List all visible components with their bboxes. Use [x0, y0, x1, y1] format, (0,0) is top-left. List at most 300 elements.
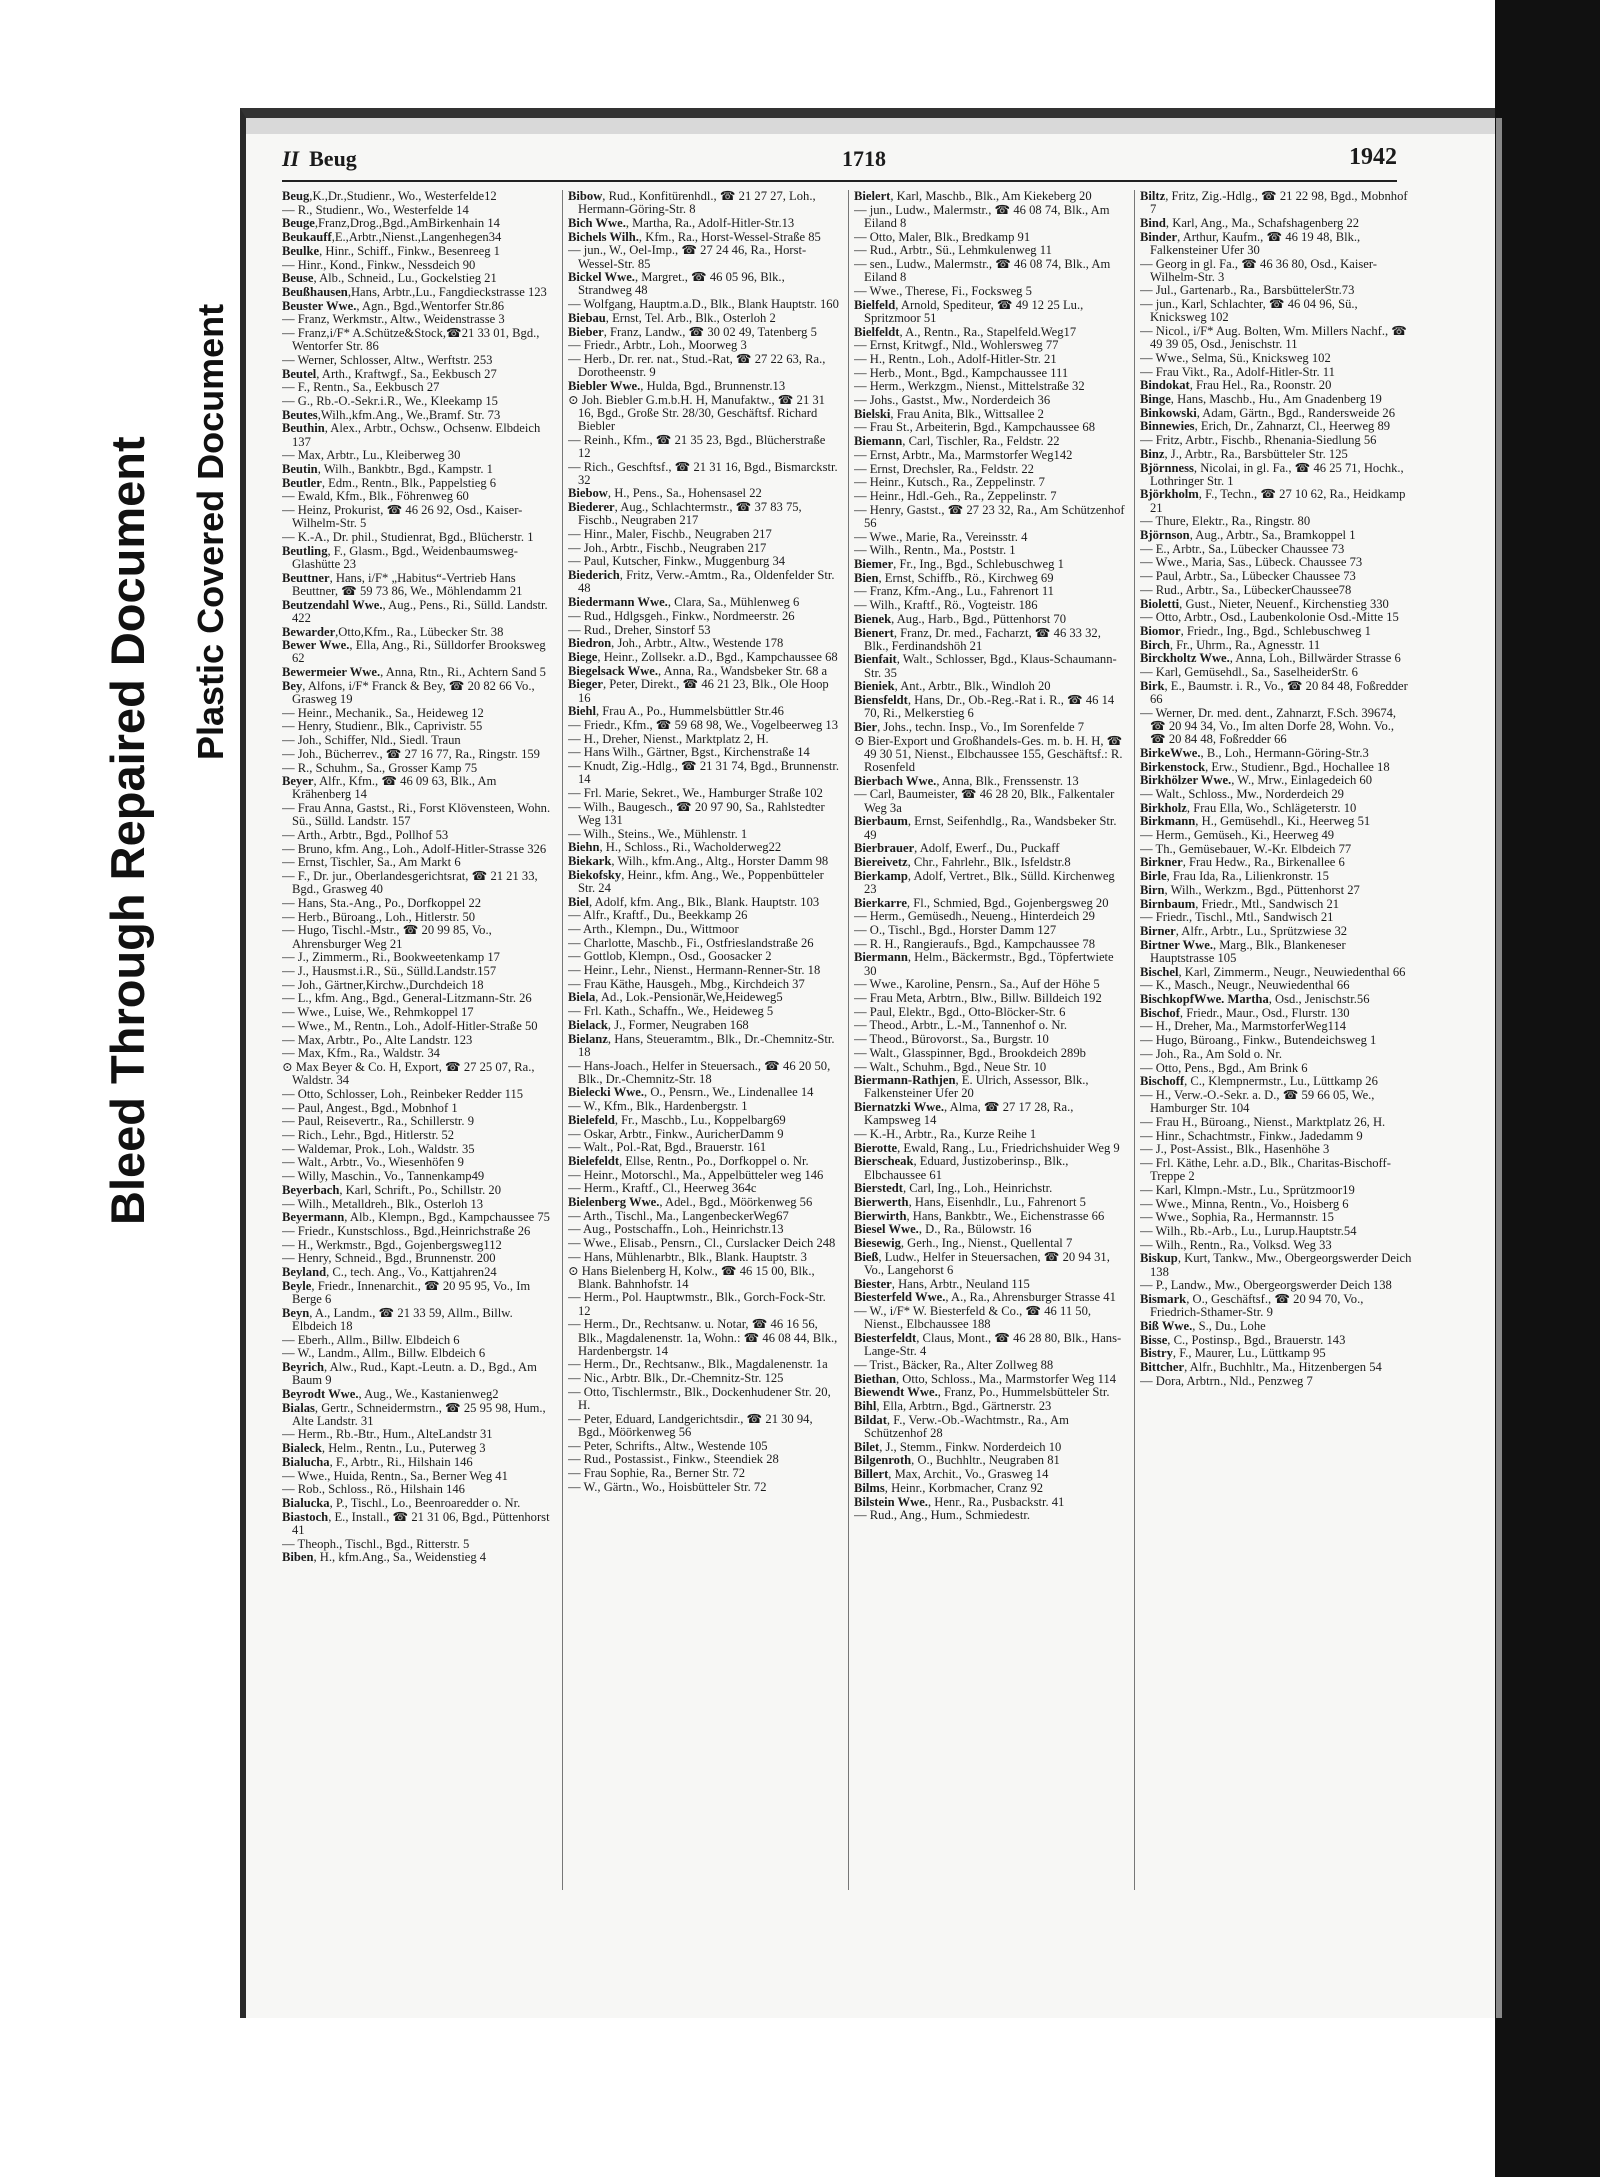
directory-entry: — Hans, Sta.-Ang., Po., Dorfkoppel 22	[282, 896, 482, 911]
directory-entry: — Herm., Pol. Hauptwmstr., Blk., Gorch-Fock-Str. 12	[568, 1290, 826, 1318]
directory-entry: — Dora, Arbtrn., Nld., Penzweg 7	[1140, 1373, 1313, 1388]
directory-entry: — H., Dreher, Ma., MarmstorferWeg114	[1140, 1019, 1347, 1034]
directory-entry: — Charlotte, Maschb., Fi., Ostfrieslandstraße 26	[568, 935, 814, 950]
directory-entry: — Wwe., Selma, Sü., Knicksweg 102	[1140, 350, 1331, 365]
directory-entry: Bischoff, C., Klempnermstr., Lu., Lüttkamp 26	[1140, 1074, 1378, 1089]
directory-entry: — Hans-Joach., Helfer in Steuersach., ☎ 46 20 50, Blk., Dr.-Chemnitz-Str. 18	[568, 1058, 831, 1086]
bleed-through-label: Bleed Through Repaired Document	[101, 436, 154, 1225]
directory-entry: — Walt., Schuhm., Bgd., Neue Str. 10	[854, 1059, 1047, 1074]
directory-columns	[282, 190, 1412, 1890]
directory-entry: Binnewies, Erich, Dr., Zahnarzt, Cl., Heerweg 89	[1140, 419, 1391, 434]
directory-entry: — Herm., Gemüsedh., Neueng., Hinterdeich 29	[854, 909, 1095, 924]
directory-entry: Beutler, Edm., Rentn., Blk., Pappelstieg 6	[282, 475, 497, 490]
directory-entry: — Gottlob, Klempn., Osd., Goosacker 2	[568, 949, 772, 964]
directory-entry: Bienfait, Walt., Schlosser, Bgd., Klaus-Schaumann-Str. 35	[854, 652, 1117, 680]
top-border	[0, 0, 1600, 48]
directory-entry: — Herb., Büroang., Loh., Hitlerstr. 50	[282, 909, 476, 924]
directory-entry: — Rich., Geschftsf., ☎ 21 31 16, Bgd., Bismarckstr. 32	[568, 459, 838, 487]
directory-entry: — Joh., Schiffer, Nld., Siedl. Traun	[282, 733, 461, 748]
directory-entry: Beyn, A., Landm., ☎ 21 33 59, Allm., Billw. Elbdeich 18	[282, 1305, 513, 1333]
directory-entry: — F., Rentn., Sa., Eekbusch 27	[282, 380, 440, 395]
directory-entry: Bistry, F., Maurer, Lu., Lüttkamp 95	[1140, 1346, 1326, 1361]
directory-entry: — jun., W., Oel-Imp., ☎ 27 24 46, Ra., Horst-Wessel-Str. 85	[568, 243, 807, 271]
directory-entry: Biedron, Joh., Arbtr., Altw., Westende 178	[568, 636, 784, 651]
directory-entry: — Friedr., Tischl., Mtl., Sandwisch 21	[1140, 910, 1334, 925]
directory-entry: Beulke, Hinr., Schiff., Finkw., Besenreeg 1	[282, 243, 500, 258]
directory-entry: — W., i/F* W. Biesterfeld & Co., ☎ 46 11 50, Nienst., Elbchaussee 188	[854, 1304, 1092, 1332]
directory-entry: Bielack, J., Former, Neugraben 168	[568, 1017, 749, 1032]
directory-entry: Billert, Max, Archit., Vo., Grasweg 14	[854, 1467, 1049, 1482]
directory-entry: Bienert, Franz, Dr. med., Facharzt, ☎ 46 33 32, Blk., Ferdinandshöh 21	[854, 625, 1101, 653]
directory-entry: Biemer, Fr., Ing., Bgd., Schlebuschweg 1	[854, 556, 1064, 571]
directory-entry: Björnson, Aug., Arbtr., Sa., Bramkoppel 1	[1140, 528, 1356, 543]
directory-entry: — Wwe., Marie, Ra., Vereinsstr. 4	[854, 529, 1028, 544]
directory-entry: — Frau Meta, Arbtrn., Blw., Billw. Billdeich 192	[854, 990, 1102, 1005]
directory-entry: — Herm., Dr., Rechtsanw., Blk., Magdalenenstr. 1a	[568, 1357, 828, 1372]
plastic-covered-label: Plastic Covered Document	[190, 303, 231, 760]
directory-entry: Bischof, Friedr., Maur., Osd., Flurstr. 130	[1140, 1005, 1350, 1020]
directory-entry: — Wwe., M., Rentn., Loh., Adolf-Hitler-Straße 50	[282, 1018, 538, 1033]
directory-entry: — Rud., Arbtr., Sa., LübeckerChaussee78	[1140, 582, 1352, 597]
directory-entry: Bierstedt, Carl, Ing., Loh., Heinrichstr.	[854, 1181, 1053, 1196]
directory-entry: — O., Tischl., Bgd., Horster Damm 127	[854, 922, 1057, 937]
directory-entry: — Herm., Dr., Rechtsanw. u. Notar, ☎ 46 16 56, Blk., Magdalenenstr. 1a, Wohn.: ☎ 46 08 44, Blk., Hardenbergstr. 14	[568, 1317, 838, 1358]
volume-number: II	[282, 146, 300, 171]
directory-entry: Biomor, Friedr., Ing., Bgd., Schlebuschweg 1	[1140, 624, 1371, 638]
directory-entry: — K., Masch., Neugr., Neuwiedenthal 66	[1140, 978, 1350, 993]
page-header	[282, 140, 1397, 182]
directory-entry: — Rud., Arbtr., Sü., Lehmkulenweg 11	[854, 243, 1052, 258]
directory-entry: Beutel, Arth., Kraftwgf., Sa., Eekbusch 27	[282, 366, 497, 381]
directory-entry: Bielfeld, Arnold, Spediteur, ☎ 49 12 25 Lu., Spritzmoor 51	[854, 297, 1084, 325]
directory-entry: Bierwirth, Hans, Bankbtr., We., Eichenstrasse 66	[854, 1208, 1105, 1223]
directory-entry: Bienek, Aug., Harb., Bgd., Püttenhorst 70	[854, 611, 1067, 626]
directory-entry: Bialucha, F., Arbtr., Ri., Hilshain 146	[282, 1454, 473, 1469]
directory-entry: — Hugo, Tischl.-Mstr., ☎ 20 99 85, Vo., Ahrensburger Weg 21	[282, 923, 492, 951]
directory-entry: Bialeck, Helm., Rentn., Lu., Puterweg 3	[282, 1441, 486, 1456]
header-guide-word: Beug	[309, 146, 357, 171]
directory-entry: — Frl. Kath., Schaffn., We., Heideweg 5	[568, 1004, 774, 1019]
directory-entry: Beuttner, Hans, i/F* „Habitus“-Vertrieb Hans Beuttner, ☎ 59 73 86, We., Möhlendamm 21	[282, 570, 523, 598]
directory-entry: — Aug., Postschaffn., Loh., Heinrichstr.13	[568, 1222, 784, 1237]
directory-entry: Bierkarre, Fl., Schmied, Bgd., Gojenbergsweg 20	[854, 895, 1109, 910]
directory-entry: Biebler Wwe., Hulda, Bgd., Brunnenstr.13	[568, 378, 786, 393]
directory-entry: Bieß, Ludw., Helfer in Steuersachen, ☎ 20 94 31, Vo., Langehorst 6	[854, 1249, 1110, 1278]
directory-entry: Binz, J., Arbtr., Ra., Barsbütteler Str. 125	[1140, 446, 1348, 461]
directory-entry: Biedermann Wwe., Clara, Sa., Mühlenweg 6	[568, 595, 800, 610]
directory-entry: Bilet, J., Stemm., Finkw. Norderdeich 10	[854, 1439, 1062, 1454]
directory-entry: — Hans, Mühlenarbtr., Blk., Blank. Hauptstr. 3	[568, 1249, 807, 1264]
directory-entry: — H., Verw.-O.-Sekr. a. D., ☎ 59 66 05, We., Hamburger Str. 104	[1140, 1087, 1375, 1116]
directory-entry: — Frl. Marie, Sekret., We., Hamburger Straße 102	[568, 785, 823, 800]
directory-entry: — Rich., Lehr., Bgd., Hitlerstr. 52	[282, 1128, 455, 1143]
directory-entry: Bewermeier Wwe., Anna, Rtn., Ri., Achtern Sand 5	[282, 665, 546, 680]
directory-entry: Beyle, Friedr., Innenarchit., ☎ 20 95 95, Vo., Im Berge 6	[282, 1278, 531, 1306]
directory-entry: Biltz, Fritz, Zig.-Hdlg., ☎ 21 22 98, Bgd., Mobnhof 7	[1140, 190, 1408, 217]
directory-entry: — R., Studienr., Wo., Westerfelde 14	[282, 202, 469, 217]
directory-entry: — Frau H., Büroang., Nienst., Marktplatz 26, H.	[1140, 1114, 1386, 1129]
directory-entry: Beutin, Wilh., Bankbtr., Bgd., Kampstr. 1	[282, 462, 493, 477]
directory-entry: Bewarder,Otto,Kfm., Ra., Lübecker Str. 38	[282, 624, 504, 639]
directory-entry: Biesterfeldt, Claus, Mont., ☎ 46 28 80, Blk., Hans-Lange-Str. 4	[854, 1331, 1122, 1359]
directory-entry: — Bruno, kfm. Ang., Loh., Adolf-Hitler-Strasse 326	[282, 841, 547, 856]
directory-entry: — Otto, Arbtr., Osd., Laubenkolonie Osd.-Mitte 15	[1140, 610, 1399, 625]
directory-entry: Beyer, Alfr., Kfm., ☎ 46 09 63, Blk., Am Krähenberg 14	[282, 774, 497, 802]
directory-entry: Birk, E., Baumstr. i. R., Vo., ☎ 20 84 48, Foßredder 66	[1140, 678, 1408, 707]
directory-entry: Beuge,Franz,Drog.,Bgd.,AmBirkenhain 14	[282, 216, 500, 231]
directory-entry: — Max, Arbtr., Po., Alte Landstr. 123	[282, 1032, 473, 1047]
directory-entry: — Wilh., Rentn., Ra., Volksd. Weg 33	[1140, 1237, 1332, 1252]
directory-entry: Birkmann, H., Gemüsehdl., Ki., Heerweg 51	[1140, 814, 1371, 829]
directory-entry: — Herm., Rb.-Btr., Hum., AlteLandstr 31	[282, 1427, 493, 1442]
directory-entry: Bien, Ernst, Schiffb., Rö., Kirchweg 69	[854, 570, 1054, 585]
directory-entry: — Friedr., Kunstschloss., Bgd.,Heinrichstraße 26	[282, 1223, 531, 1238]
directory-entry: Birle, Frau Ida, Ra., Lilienkronstr. 15	[1140, 869, 1329, 884]
directory-entry: Bilms, Heinr., Korbmacher, Cranz 92	[854, 1480, 1044, 1495]
directory-entry: Bich Wwe., Martha, Ra., Adolf-Hitler-Str.13	[568, 215, 795, 230]
directory-column-1	[282, 190, 554, 1890]
directory-entry: — Paul, Arbtr., Sa., Lübecker Chaussee 73	[1140, 569, 1356, 584]
directory-entry: BirkeWwe., B., Loh., Hermann-Göring-Str.3	[1140, 745, 1369, 760]
directory-entry: — Fritz, Arbtr., Fischb., Rhenania-Siedlung 56	[1140, 433, 1377, 448]
directory-entry: — Max, Kfm., Ra., Waldstr. 34	[282, 1046, 440, 1061]
directory-entry: — Joh., Ra., Am Sold o. Nr.	[1140, 1046, 1283, 1061]
directory-entry: Beyrodt Wwe., Aug., We., Kastanienweg2	[282, 1386, 499, 1401]
directory-entry: — Thure, Elektr., Ra., Ringstr. 80	[1140, 514, 1311, 529]
directory-entry: Beyland, C., tech. Ang., Vo., Kattjahren24	[282, 1265, 497, 1280]
column-divider	[1134, 190, 1135, 1890]
directory-entry: — Peter, Eduard, Landgerichtsdir., ☎ 21 30 94, Bgd., Möörkenweg 56	[568, 1411, 813, 1439]
directory-entry: — Wolfgang, Hauptm.a.D., Blk., Blank Hauptstr. 160	[568, 297, 839, 312]
directory-entry: — J., Post-Assist., Blk., Hasenhöhe 3	[1140, 1142, 1330, 1157]
directory-entry: — Jul., Gartenarb., Ra., BarsbüttelerStr.73	[1140, 283, 1355, 298]
directory-entry: Biesel Wwe., D., Ra., Bülowstr. 16	[854, 1222, 1032, 1237]
directory-entry: — Hans Wilh., Gärtner, Bgst., Kirchenstraße 14	[568, 745, 810, 760]
directory-entry: — Joh., Gärtner,Kirchw.,Durchdeich 18	[282, 977, 484, 992]
directory-entry: Biel, Adolf, kfm. Ang., Blk., Blank. Hauptstr. 103	[568, 894, 820, 909]
directory-entry: Bisse, C., Postinsp., Bgd., Brauerstr. 143	[1140, 1332, 1346, 1347]
directory-entry: — sen., Ludw., Malermstr., ☎ 46 08 74, Blk., Am Eiland 8	[854, 257, 1111, 285]
directory-entry: — Theod., Bürovorst., Sa., Burgstr. 10	[854, 1032, 1049, 1047]
directory-entry: — Frau Anna, Gastst., Ri., Forst Klövensteen, Wohn. Sü., Sülld. Landstr. 157	[282, 801, 551, 829]
directory-entry: — Oskar, Arbtr., Finkw., AuricherDamm 9	[568, 1126, 784, 1141]
directory-entry: Beutzendahl Wwe., Aug., Pens., Ri., Sülld. Landstr. 422	[282, 597, 548, 625]
directory-entry: — Theod., Arbtr., L.-M., Tannenhof o. Nr.	[854, 1018, 1068, 1033]
directory-entry: Beuse, Alb., Schneid., Lu., Gockelstieg 21	[282, 271, 497, 286]
directory-entry: Biskup, Kurt, Tankw., Mw., Obergeorgswerder Deich 138	[1140, 1251, 1412, 1279]
directory-entry: Bittcher, Alfr., Buchhltr., Ma., Hitzenbergen 54	[1140, 1359, 1382, 1374]
directory-entry: Beuthin, Alex., Arbtr., Ochsw., Ochsenw. Elbdeich 137	[282, 421, 541, 449]
directory-entry: Bioletti, Gust., Nieter, Neuenf., Kirchenstieg 330	[1140, 596, 1389, 611]
directory-entry: Birkholz, Frau Ella, Wo., Schlägeterstr. 10	[1140, 800, 1357, 815]
directory-entry: — Wilh., Rb.-Arb., Lu., Lurup.Hauptstr.54	[1140, 1223, 1357, 1238]
directory-entry: — Rud., Dreher, Sinstorf 53	[568, 622, 711, 637]
directory-entry: Biemann, Carl, Tischler, Ra., Feldstr. 22	[854, 434, 1060, 449]
directory-column-4	[1140, 190, 1412, 1890]
directory-entry: — Wwe., Karoline, Pensrn., Sa., Auf der Höhe 5	[854, 977, 1100, 992]
directory-entry: — Wilh., Rentn., Ma., Poststr. 1	[854, 543, 1016, 558]
directory-entry: Bielefeld, Fr., Maschb., Lu., Koppelbarg69	[568, 1112, 786, 1127]
directory-entry: — Johs., Gastst., Mw., Norderdeich 36	[854, 393, 1051, 408]
directory-entry: Birch, Fr., Uhrm., Ra., Agnesstr. 11	[1140, 637, 1321, 652]
directory-entry: Bielski, Frau Anita, Blk., Wittsallee 2	[854, 406, 1044, 421]
directory-entry: — Wilh., Baugesch., ☎ 20 97 90, Sa., Rahlstedter Weg 131	[568, 799, 825, 827]
directory-entry: Biewendt Wwe., Franz, Po., Hummelsbütteler Str.	[854, 1385, 1110, 1400]
directory-entry: — Otto, Schlosser, Loh., Reinbeker Redder 115	[282, 1086, 524, 1101]
directory-entry: — Ernst, Kritwgf., Nld., Wohlersweg 77	[854, 338, 1059, 353]
directory-entry: Bischel, Karl, Zimmerm., Neugr., Neuwiedenthal 66	[1140, 964, 1406, 979]
directory-entry: — Arth., Tischl., Ma., LangenbeckerWeg67	[568, 1208, 789, 1223]
directory-entry: — Th., Gemüsebauer, W.-Kr. Elbdeich 77	[1140, 841, 1352, 856]
page-number: 1718	[842, 146, 886, 171]
directory-entry: — Herm., Kraftf., Cl., Heerweg 364c	[568, 1181, 757, 1196]
directory-entry: Bind, Karl, Ang., Ma., Schafshagenberg 22	[1140, 215, 1360, 230]
directory-entry: — Georg in gl. Fa., ☎ 46 36 80, Osd., Kaiser-Wilhelm-Str. 3	[1140, 256, 1377, 284]
directory-entry: Bihl, Ella, Arbtrn., Bgd., Gärtnerstr. 23	[854, 1399, 1052, 1414]
directory-entry: Birn, Wilh., Werkzm., Bgd., Püttenhorst 27	[1140, 882, 1360, 897]
directory-entry: Biege, Heinr., Zollsekr. a.D., Bgd., Kampchaussee 68	[568, 649, 838, 664]
directory-entry: Biben, H., kfm.Ang., Sa., Weidenstieg 4	[282, 1550, 487, 1565]
directory-entry: — R. H., Rangieraufs., Bgd., Kampchaussee 78	[854, 936, 1095, 951]
directory-entry: — Trist., Bäcker, Ra., Alter Zollweg 88	[854, 1357, 1054, 1372]
directory-entry: Bismark, O., Geschäftsf., ☎ 20 94 70, Vo., Friedrich-Sthamer-Str. 9	[1140, 1291, 1364, 1320]
directory-entry: Birkhölzer Wwe., W., Mrw., Einlagedeich 60	[1140, 773, 1373, 788]
directory-entry: — H., Werkmstr., Bgd., Gojenbergsweg112	[282, 1237, 502, 1252]
directory-entry: Binkowski, Adam, Gärtn., Bgd., Randersweide 26	[1140, 405, 1396, 420]
directory-entry: — Heinr., Kutsch., Ra., Zeppelinstr. 7	[854, 475, 1045, 490]
directory-entry: Bewer Wwe., Ella, Ang., Ri., Sülldorfer Brooksweg 62	[282, 638, 546, 666]
directory-entry: — Waldemar, Prok., Loh., Waldstr. 35	[282, 1141, 475, 1156]
directory-entry: — Rud., Hdlgsgeh., Finkw., Nordmeerstr. 26	[568, 608, 795, 623]
directory-entry: Biehn, H., Schloss., Ri., Wacholderweg22	[568, 840, 782, 855]
directory-entry: — Rud., Ang., Hum., Schmiedestr.	[854, 1508, 1030, 1523]
directory-entry: Beyrich, Alw., Rud., Kapt.-Leutn. a. D., Bgd., Am Baum 9	[282, 1359, 537, 1388]
directory-entry: Bier, Johs., techn. Insp., Vo., Im Sorenfelde 7	[854, 719, 1085, 734]
directory-entry: — Rob., Schloss., Rö., Hilshain 146	[282, 1482, 465, 1497]
directory-entry: — Arth., Arbtr., Bgd., Pollhof 53	[282, 828, 449, 843]
directory-entry: — Arth., Klempn., Du., Wittmoor	[568, 921, 739, 936]
directory-entry: Bierotte, Ewald, Rang., Lu., Friedrichshuider Weg 9	[854, 1140, 1120, 1155]
directory-entry: — Paul, Kutscher, Finkw., Muggenburg 34	[568, 554, 786, 569]
directory-entry: — Paul, Angest., Bgd., Mobnhof 1	[282, 1100, 458, 1115]
directory-entry: ⊙ Bier-Export und Großhandels-Ges. m. b. H. H, ☎ 49 30 51, Nienst., Elbchaussee 155, Geschäftsf.: R. Rosenfeld	[854, 733, 1123, 775]
directory-entry: — Wilh., Kraftf., Rö., Vogteistr. 186	[854, 598, 1038, 613]
directory-entry: Birckholtz Wwe., Anna, Loh., Billwärder Strasse 6	[1140, 651, 1401, 666]
directory-column-3	[854, 190, 1126, 1890]
directory-entry: Bielecki Wwe., O., Pensrn., We., Lindenallee 14	[568, 1085, 814, 1100]
directory-entry: — K.-H., Arbtr., Ra., Kurze Reihe 1	[854, 1127, 1037, 1142]
directory-entry: Bierkamp, Adolf, Vertret., Blk., Sülld. Kirchenweg 23	[854, 868, 1115, 896]
directory-entry: — Theoph., Tischl., Bgd., Ritterstr. 5	[282, 1536, 470, 1551]
directory-entry: Bindokat, Frau Hel., Ra., Roonstr. 20	[1140, 378, 1332, 393]
directory-entry: — Walt., Arbtr., Vo., Wiesenhöfen 9	[282, 1155, 464, 1170]
directory-entry: — Frl. Käthe, Lehr. a.D., Blk., Charitas-Bischoff-Treppe 2	[1140, 1155, 1391, 1184]
directory-entry: Biethan, Otto, Schloss., Ma., Marmstorfer Weg 114	[854, 1371, 1117, 1386]
directory-entry: Bialas, Gertr., Schneidermstrn., ☎ 25 95 98, Hum., Alte Landstr. 31	[282, 1400, 546, 1428]
directory-entry: Biensfeldt, Hans, Dr., Ob.-Reg.-Rat i. R., ☎ 46 14 70, Ri., Melkerstieg 6	[854, 693, 1115, 721]
directory-entry: — Werner, Dr. med. dent., Zahnarzt, F.Sch. 39674, ☎ 20 94 34, Vo., Im alten Dorfe 28, Wohn. Vo., ☎ 20 84 48, Foßredder 66	[1140, 705, 1397, 747]
directory-entry: — E., Arbtr., Sa., Lübecker Chaussee 73	[1140, 541, 1345, 556]
directory-entry: Biederich, Fritz, Verw.-Amtm., Ra., Oldenfelder Str. 48	[568, 568, 835, 596]
directory-entry: — R., Schuhm., Sa., Grosser Kamp 75	[282, 760, 478, 775]
directory-entry: — J., Hausmst.i.R., Sü., Sülld.Landstr.157	[282, 964, 497, 979]
directory-entry: — Karl, Klmpn.-Mstr., Lu., Sprützmoor19	[1140, 1182, 1355, 1197]
directory-entry: Bieniek, Ant., Arbtr., Blk., Windloh 20	[854, 679, 1051, 694]
directory-entry: — Herm., Werkzgm., Nienst., Mittelstraße 32	[854, 379, 1085, 394]
directory-entry: Biesewig, Gerh., Ing., Nienst., Quellental 7	[854, 1236, 1073, 1251]
directory-entry: — P., Landw., Mw., Obergeorgswerder Deich 138	[1140, 1278, 1392, 1293]
directory-entry: — Wwe., Therese, Fi., Focksweg 5	[854, 283, 1032, 298]
directory-entry: Bierbrauer, Adolf, Ewerf., Du., Puckaff	[854, 841, 1060, 856]
directory-entry: — Ernst, Drechsler, Ra., Feldstr. 22	[854, 461, 1034, 476]
directory-entry: — Franz,i/F* A.Schütze&Stock,☎21 33 01, Bgd., Wentorfer Str. 86	[282, 326, 540, 354]
directory-entry: Biela, Ad., Lok.-Pensionär,We,Heideweg5	[568, 990, 783, 1005]
directory-entry: Beußhausen,Hans, Arbtr.,Lu., Fangdieckstrasse 123	[282, 284, 547, 299]
directory-entry: — J., Zimmerm., Ri., Bookweetenkamp 17	[282, 950, 500, 965]
directory-entry: Beutling, F., Glasm., Bgd., Weidenbaumsweg-Glashütte 23	[282, 543, 518, 571]
directory-entry: — Paul, Reisevertr., Ra., Schillerstr. 9	[282, 1114, 475, 1129]
directory-entry: Bilstein Wwe., Henr., Ra., Pusbackstr. 41	[854, 1494, 1065, 1509]
directory-entry: Bieber, Franz, Landw., ☎ 30 02 49, Tatenberg 5	[568, 324, 817, 339]
directory-entry: — H., Rentn., Loh., Adolf-Hitler-Str. 21	[854, 351, 1057, 366]
directory-entry: Beukauff,E.,Arbtr.,Nienst.,Langenhegen34	[282, 230, 502, 245]
directory-entry: Bierbach Wwe., Anna, Blk., Frenssenstr. 13	[854, 773, 1079, 788]
directory-entry: Bielanz, Hans, Steueramtm., Blk., Dr.-Chemnitz-Str. 18	[568, 1031, 835, 1059]
directory-entry: — jun., Ludw., Malermstr., ☎ 46 08 74, Blk., Am Eiland 8	[854, 202, 1110, 230]
directory-entry: Biekofsky, Heinr., kfm. Ang., We., Poppenbütteler Str. 24	[568, 867, 824, 895]
directory-entry: Beyerbach, Karl, Schrift., Po., Schillstr. 20	[282, 1182, 501, 1197]
directory-entry: Bielenberg Wwe., Adel., Bgd., Möörkenweg 56	[568, 1195, 813, 1210]
directory-entry: Biehl, Frau A., Po., Hummelsbüttler Str.46	[568, 704, 784, 719]
directory-entry: — H., Dreher, Nienst., Marktplatz 2, H.	[568, 731, 769, 746]
directory-entry: — Paul, Elektr., Bgd., Otto-Blöcker-Str. 6	[854, 1004, 1066, 1019]
directory-entry: — Wwe., Huida, Rentn., Sa., Berner Weg 41	[282, 1468, 508, 1483]
directory-entry: Bielefeldt, Ellse, Rentn., Po., Dorfkoppel o. Nr.	[568, 1153, 809, 1168]
directory-entry: — Wilh., Steins., We., Mühlenstr. 1	[568, 826, 748, 841]
directory-entry: — Otto, Pens., Bgd., Am Brink 6	[1140, 1060, 1308, 1075]
directory-entry: — Frau Sophie, Ra., Berner Str. 72	[568, 1466, 745, 1481]
directory-entry: Bildat, F., Verw.-Ob.-Wachtmstr., Ra., Am Schützenhof 28	[854, 1412, 1069, 1440]
directory-entry: — Alfr., Kraftf., Du., Beekkamp 26	[568, 908, 748, 923]
directory-entry: Biegelsack Wwe., Anna, Ra., Wandsbeker Str. 68 a	[568, 663, 828, 678]
page-edge	[1496, 118, 1502, 2018]
directory-entry: — Nic., Arbtr. Blk., Dr.-Chemnitz-Str. 125	[568, 1371, 784, 1386]
directory-entry: — Hinr., Schachtmstr., Finkw., Jadedamm 9	[1140, 1128, 1363, 1143]
directory-entry: — Ernst, Arbtr., Ma., Marmstorfer Weg142	[854, 447, 1073, 462]
directory-entry: — Walt., Schloss., Mw., Norderdeich 29	[1140, 786, 1344, 801]
directory-entry: — F., Dr. jur., Oberlandesgerichtsrat, ☎ 21 21 33, Bgd., Grasweg 40	[282, 869, 538, 897]
directory-entry: — Franz, Werkmstr., Altw., Weidenstrasse 3	[282, 312, 505, 327]
directory-entry: ⊙ Max Beyer & Co. H, Export, ☎ 27 25 07, Ra., Waldstr. 34	[282, 1060, 535, 1088]
directory-entry: Beyermann, Alb., Klempn., Bgd., Kampchaussee 75	[282, 1210, 550, 1225]
directory-entry: — Ewald, Kfm., Blk., Föhrenweg 60	[282, 489, 469, 504]
directory-entry: — Henry, Studienr., Blk., Caprivistr. 55	[282, 719, 483, 734]
directory-entry: Biebow, H., Pens., Sa., Hohensasel 22	[568, 486, 762, 501]
directory-entry: — Herb., Mont., Bgd., Kampchaussee 111	[854, 365, 1069, 380]
directory-entry: — Wwe., Minna, Rentn., Vo., Hoisberg 6	[1140, 1196, 1349, 1211]
directory-entry: — Walt., Pol.-Rat, Bgd., Brauerstr. 161	[568, 1140, 767, 1155]
directory-entry: Bickel Wwe., Margret., ☎ 46 05 96, Blk., Strandweg 48	[568, 270, 785, 298]
directory-entry: ⊙ Hans Bielenberg H, Kolw., ☎ 46 15 00, Blk., Blank. Bahnhofstr. 14	[568, 1263, 815, 1291]
directory-entry: — Frau Käthe, Hausgeh., Mbg., Kirchdeich 37	[568, 976, 805, 991]
directory-entry: — Karl, Gemüsehdl., Sa., SaselheiderStr. 6	[1140, 665, 1358, 680]
directory-entry: Bielfeldt, A., Rentn., Ra., Stapelfeld.Weg17	[854, 324, 1077, 339]
directory-entry: — Max, Arbtr., Lu., Kleiberweg 30	[282, 448, 461, 463]
directory-entry: Beuster Wwe., Agn., Bgd.,Wentorfer Str.86	[282, 298, 505, 313]
directory-entry: — Hinr., Maler, Fischb., Neugraben 217	[568, 527, 772, 542]
directory-entry: — Willy, Maschin., Vo., Tannenkamp49	[282, 1169, 485, 1184]
directory-entry: Björkholm, F., Techn., ☎ 27 10 62, Ra., Heidkamp 21	[1140, 487, 1406, 515]
directory-entry: — Walt., Glasspinner, Bgd., Brookdeich 289b	[854, 1045, 1086, 1060]
directory-entry: Biekark, Wilh., kfm.Ang., Altg., Horster Damm 98	[568, 853, 829, 868]
directory-entry: — Wilh., Metalldreh., Blk., Osterloh 13	[282, 1196, 484, 1211]
directory-entry: Bialucka, P., Tischl., Lo., Beenroaredder o. Nr.	[282, 1496, 521, 1510]
directory-entry: Binder, Arthur, Kaufm., ☎ 46 19 48, Blk., Falkensteiner Ufer 30	[1140, 229, 1361, 257]
directory-entry: Birkner, Frau Hedw., Ra., Birkenallee 6	[1140, 855, 1345, 870]
directory-entry: — Peter, Schrifts., Altw., Westende 105	[568, 1438, 768, 1453]
directory-entry: — W., Kfm., Blk., Hardenbergstr. 1	[568, 1099, 748, 1114]
directory-entry: BischkopfWwe. Martha, Osd., Jenischstr.56	[1140, 991, 1370, 1006]
directory-entry: — Herm., Gemüseh., Ki., Heerweg 49	[1140, 828, 1335, 843]
directory-entry: Bierscheak, Eduard, Justizoberinsp., Blk., Elbchaussee 61	[854, 1154, 1069, 1182]
directory-entry: — Henry, Gastst., ☎ 27 23 32, Ra., Am Schützenhof 56	[854, 502, 1125, 530]
directory-entry: Bibow, Rud., Konfitürenhdl., ☎ 21 27 27, Loh., Hermann-Göring-Str. 8	[568, 190, 816, 217]
directory-entry: — Joh., Arbtr., Fischb., Neugraben 217	[568, 540, 767, 555]
directory-entry: — Hugo, Büroang., Finkw., Butendeichsweg 1	[1140, 1033, 1377, 1048]
directory-entry: — Ernst, Tischler, Sa., Am Markt 6	[282, 855, 461, 870]
directory-entry: Birnbaum, Friedr., Mtl., Sandwisch 21	[1140, 896, 1340, 911]
directory-entry: — Knudt, Zig.-Hdlg., ☎ 21 31 74, Bgd., Brunnenstr. 14	[568, 759, 840, 787]
directory-entry: — Eberh., Allm., Billw. Elbdeich 6	[282, 1332, 460, 1347]
directory-entry: — G., Rb.-O.-Sekr.i.R., We., Kleekamp 15	[282, 394, 498, 409]
column-divider	[562, 190, 563, 1890]
directory-entry: Biester, Hans, Arbtr., Neuland 115	[854, 1276, 1030, 1291]
directory-entry: — Herb., Dr. rer. nat., Stud.-Rat, ☎ 27 22 63, Ra., Dorotheenstr. 9	[568, 351, 826, 380]
directory-entry: — Hinr., Kond., Finkw., Nessdeich 90	[282, 257, 476, 272]
directory-entry: — Joh., Bücherrev., ☎ 27 16 77, Ra., Ringstr. 159	[282, 746, 540, 761]
directory-entry: Bielert, Karl, Maschb., Blk., Am Kiekeberg 20	[854, 190, 1092, 203]
directory-entry: Biastoch, E., Install., ☎ 21 31 06, Bgd., Püttenhorst 41	[282, 1509, 550, 1537]
directory-entry: Birner, Alfr., Arbtr., Lu., Sprützwiese 32	[1140, 923, 1348, 938]
directory-entry: Biereivetz, Chr., Fahrlehr., Blk., Isfeldstr.8	[854, 854, 1071, 869]
directory-entry: — Wwe., Maria, Sas., Lübeck. Chaussee 73	[1140, 555, 1363, 570]
directory-entry: — Wwe., Elisab., Pensrn., Cl., Curslacker Deich 248	[568, 1236, 836, 1251]
directory-entry: Beug,K.,Dr.,Studienr., Wo., Westerfelde12	[282, 190, 497, 203]
directory-entry: — Heinr., Hdl.-Geh., Ra., Zeppelinstr. 7	[854, 488, 1057, 503]
directory-entry: Biß Wwe., S., Du., Lohe	[1140, 1318, 1266, 1333]
directory-entry: — Henry, Schneid., Bgd., Brunnenstr. 200	[282, 1251, 496, 1266]
directory-entry: — L., kfm. Ang., Bgd., General-Litzmann-Str. 26	[282, 991, 532, 1006]
directory-entry: Bey, Alfons, i/F* Franck & Bey, ☎ 20 82 66 Vo., Grasweg 19	[282, 678, 535, 707]
directory-entry: Beutes,Wilh.,kfm.Ang., We.,Bramf. Str. 73	[282, 407, 501, 422]
directory-entry: Biermann-Rathjen, E. Ulrich, Assessor, Blk., Falkensteiner Ufer 20	[854, 1073, 1089, 1101]
directory-entry: — Reinh., Kfm., ☎ 21 35 23, Bgd., Blücherstraße 12	[568, 432, 826, 460]
directory-entry: — K.-A., Dr. phil., Studienrat, Bgd., Blücherstr. 1	[282, 530, 534, 545]
directory-entry: — Otto, Tischlermstr., Blk., Dockenhudener Str. 20, H.	[568, 1384, 831, 1413]
directory-entry: Biernatzki Wwe., Alma, ☎ 27 17 28, Ra., Kampsweg 14	[854, 1100, 1074, 1128]
directory-entry: Björnness, Nicolai, in gl. Fa., ☎ 46 25 71, Hochk., Lothringer Str. 1	[1140, 460, 1404, 488]
directory-entry: — Nicol., i/F* Aug. Bolten, Wm. Millers Nachf., ☎ 49 39 05, Osd., Jenischstr. 11	[1140, 324, 1407, 352]
directory-entry: — Friedr., Arbtr., Loh., Moorweg 3	[568, 338, 747, 353]
directory-entry: — Heinr., Lehr., Nienst., Hermann-Renner-Str. 18	[568, 963, 821, 978]
directory-entry: Bierbaum, Ernst, Seifenhdlg., Ra., Wandsbeker Str. 49	[854, 814, 1117, 842]
directory-entry: Biebau, Ernst, Tel. Arb., Blk., Osterloh 2	[568, 310, 776, 325]
directory-entry: Bichels Wilh., Kfm., Ra., Horst-Wessel-Straße 85	[568, 229, 821, 244]
year: 1942	[1349, 144, 1397, 170]
directory-entry: Bilgenroth, O., Buchhltr., Neugraben 81	[854, 1453, 1060, 1468]
directory-entry: — Werner, Schlosser, Altw., Werftstr. 253	[282, 352, 493, 367]
directory-entry: — Friedr., Kfm., ☎ 59 68 98, We., Vogelbeerweg 13	[568, 717, 839, 732]
